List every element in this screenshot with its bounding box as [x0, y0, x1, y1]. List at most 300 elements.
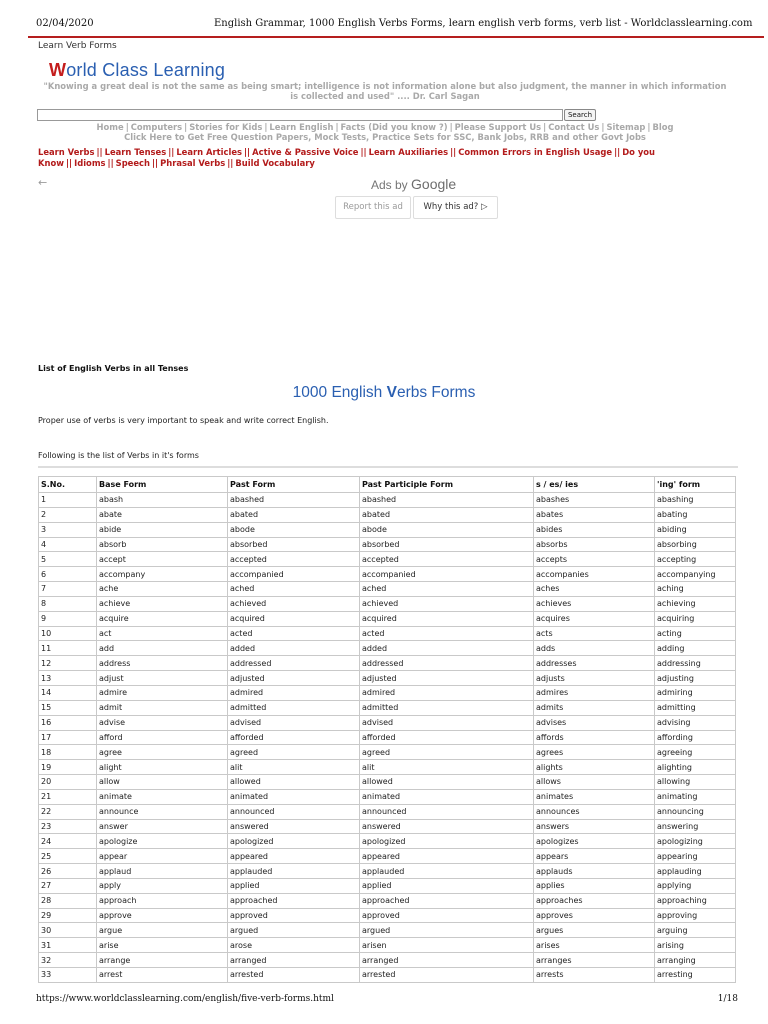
table-cell: accompanied — [228, 567, 360, 582]
table-row — [39, 522, 736, 537]
table-cell: answered — [228, 819, 360, 834]
table-cell: acquire — [97, 611, 228, 626]
table-cell: arose — [228, 938, 360, 953]
table-cell: abiding — [655, 522, 736, 537]
back-arrow-icon[interactable]: ← — [38, 176, 48, 189]
table-cell: agreeing — [655, 745, 736, 760]
table-cell: accepting — [655, 552, 736, 567]
table-cell: allows — [534, 775, 655, 790]
table-row — [39, 804, 736, 819]
table-cell: absorbs — [534, 537, 655, 552]
top-nav-link-5[interactable]: Please Support Us — [454, 122, 542, 132]
table-cell: acted — [228, 626, 360, 641]
table-cell: applied — [360, 878, 534, 893]
table-cell: appeared — [228, 849, 360, 864]
table-cell: addresses — [534, 656, 655, 671]
table-cell: applying — [655, 878, 736, 893]
table-row — [39, 641, 736, 656]
table-cell: answers — [534, 819, 655, 834]
page-title — [0, 384, 768, 402]
table-cell: applies — [534, 878, 655, 893]
lesson-nav-link-4[interactable]: Learn Auxiliaries — [368, 147, 449, 157]
logo-initial: W — [49, 60, 67, 80]
table-cell: admits — [534, 700, 655, 715]
table-cell: afforded — [228, 730, 360, 745]
table-cell: apologizing — [655, 834, 736, 849]
table-cell: achieve — [97, 596, 228, 611]
table-cell: apologize — [97, 834, 228, 849]
table-cell: accept — [97, 552, 228, 567]
table-cell: 17 — [39, 730, 97, 745]
lesson-nav-link-6[interactable]: Do you Know — [38, 147, 656, 168]
table-cell: arise — [97, 938, 228, 953]
table-row — [39, 715, 736, 730]
table-cell: added — [360, 641, 534, 656]
table-row — [39, 537, 736, 552]
table-cell: admiring — [655, 685, 736, 700]
column-header: Past Participle Form — [360, 477, 534, 493]
table-cell: adjusted — [360, 671, 534, 686]
intro-text: Proper use of verbs is very important to speak and write correct English. — [38, 416, 329, 425]
table-cell: absorbed — [228, 537, 360, 552]
site-logo[interactable] — [49, 60, 225, 81]
table-cell: argue — [97, 923, 228, 938]
table-cell: approved — [228, 908, 360, 923]
table-cell: acting — [655, 626, 736, 641]
table-cell: apply — [97, 878, 228, 893]
table-cell: 28 — [39, 893, 97, 908]
table-cell: 18 — [39, 745, 97, 760]
table-row — [39, 938, 736, 953]
table-row — [39, 656, 736, 671]
table-cell: applauded — [360, 864, 534, 879]
nav-separator: | — [647, 122, 651, 132]
table-cell: argues — [534, 923, 655, 938]
table-cell: adjust — [97, 671, 228, 686]
table-cell: arranging — [655, 953, 736, 968]
table-cell: 22 — [39, 804, 97, 819]
lesson-nav-link-10[interactable]: Build Vocabulary — [235, 158, 315, 168]
table-cell: 8 — [39, 596, 97, 611]
why-this-ad-button[interactable]: Why this ad? ▷ — [413, 196, 498, 219]
table-cell: apologized — [360, 834, 534, 849]
lesson-nav-link-3[interactable]: Active & Passive Voice — [252, 147, 359, 157]
table-header-row — [39, 477, 736, 493]
table-cell: 6 — [39, 567, 97, 582]
table-cell: answering — [655, 819, 736, 834]
nav-separator: || — [96, 147, 103, 157]
table-cell: announced — [228, 804, 360, 819]
table-cell: approves — [534, 908, 655, 923]
table-cell: agrees — [534, 745, 655, 760]
lesson-nav-link-0[interactable]: Learn Verbs — [38, 147, 95, 157]
table-cell: 15 — [39, 700, 97, 715]
table-cell: accompanied — [360, 567, 534, 582]
table-cell: absorb — [97, 537, 228, 552]
table-cell: answered — [360, 819, 534, 834]
table-cell: accepted — [360, 552, 534, 567]
table-cell: alight — [97, 760, 228, 775]
table-cell: achieves — [534, 596, 655, 611]
top-nav-link-6[interactable]: Contact Us — [548, 122, 600, 132]
section-title: List of English Verbs in all Tenses — [38, 364, 189, 373]
table-row — [39, 849, 736, 864]
table-cell: act — [97, 626, 228, 641]
table-cell: allowed — [360, 775, 534, 790]
table-cell: accompanying — [655, 567, 736, 582]
print-url: https://www.worldclasslearning.com/english/five-verb-forms.html — [36, 994, 334, 1004]
table-cell: achieving — [655, 596, 736, 611]
table-cell: achieved — [228, 596, 360, 611]
table-cell: address — [97, 656, 228, 671]
nav-separator: | — [264, 122, 268, 132]
table-row — [39, 611, 736, 626]
table-cell: addressing — [655, 656, 736, 671]
table-row — [39, 789, 736, 804]
table-cell: 30 — [39, 923, 97, 938]
column-header: 'ing' form — [655, 477, 736, 493]
table-cell: 14 — [39, 685, 97, 700]
table-cell: afforded — [360, 730, 534, 745]
table-cell: agreed — [228, 745, 360, 760]
nav-separator: | — [449, 122, 453, 132]
table-cell: applauding — [655, 864, 736, 879]
table-row — [39, 507, 736, 522]
top-nav-link-8[interactable]: Blog — [652, 122, 674, 132]
table-cell: admired — [228, 685, 360, 700]
table-row — [39, 582, 736, 597]
nav-separator: || — [168, 147, 175, 157]
search-bar — [37, 109, 597, 121]
table-cell: accompany — [97, 567, 228, 582]
table-cell: arrests — [534, 968, 655, 983]
table-cell: applauded — [228, 864, 360, 879]
table-cell: acted — [360, 626, 534, 641]
table-cell: argued — [228, 923, 360, 938]
verb-forms-table — [38, 476, 736, 983]
table-cell: apologizes — [534, 834, 655, 849]
table-cell: adjusts — [534, 671, 655, 686]
table-cell: animate — [97, 789, 228, 804]
column-header: Base Form — [97, 477, 228, 493]
list-intro-text: Following is the list of Verbs in it's forms — [38, 451, 199, 460]
top-nav-link-4[interactable]: Facts (Did you know ?) — [340, 122, 448, 132]
table-cell: 27 — [39, 878, 97, 893]
table-cell: accepts — [534, 552, 655, 567]
table-cell: abate — [97, 507, 228, 522]
lesson-navigation — [38, 147, 738, 169]
breadcrumb[interactable]: Learn Verb Forms — [38, 41, 117, 51]
table-cell: approve — [97, 908, 228, 923]
table-cell: abashed — [228, 493, 360, 508]
print-header — [0, 14, 768, 36]
table-cell: 29 — [39, 908, 97, 923]
print-date: 02/04/2020 — [36, 18, 94, 29]
nav-separator: || — [151, 158, 159, 168]
table-cell: abashed — [360, 493, 534, 508]
table-row — [39, 671, 736, 686]
table-cell: announcing — [655, 804, 736, 819]
table-cell: 21 — [39, 789, 97, 804]
table-cell: abode — [228, 522, 360, 537]
table-cell: apologized — [228, 834, 360, 849]
search-button[interactable]: Search — [564, 109, 596, 121]
table-cell: 33 — [39, 968, 97, 983]
table-cell: alit — [228, 760, 360, 775]
nav-separator: || — [107, 158, 114, 168]
table-cell: approving — [655, 908, 736, 923]
lesson-nav-link-2[interactable]: Learn Articles — [176, 147, 242, 157]
table-cell: admired — [360, 685, 534, 700]
table-row — [39, 596, 736, 611]
table-cell: affording — [655, 730, 736, 745]
table-cell: appeared — [360, 849, 534, 864]
nav-separator: | — [184, 122, 188, 132]
table-cell: admitting — [655, 700, 736, 715]
table-row — [39, 685, 736, 700]
column-header: s / es/ ies — [534, 477, 655, 493]
table-row — [39, 893, 736, 908]
table-cell: accompanies — [534, 567, 655, 582]
ads-by-label: Ads by — [371, 178, 408, 192]
table-cell: appear — [97, 849, 228, 864]
nav-separator: || — [614, 147, 621, 157]
table-cell: admires — [534, 685, 655, 700]
table-cell: affords — [534, 730, 655, 745]
table-cell: 11 — [39, 641, 97, 656]
nav-separator: | — [543, 122, 547, 132]
table-cell: 7 — [39, 582, 97, 597]
page-number: 1/18 — [717, 994, 738, 1004]
google-logo: Google — [411, 176, 457, 192]
verb-forms-table-container — [38, 466, 738, 983]
table-cell: arrested — [360, 968, 534, 983]
table-cell: abash — [97, 493, 228, 508]
table-cell: approached — [228, 893, 360, 908]
table-cell: arrested — [228, 968, 360, 983]
table-cell: abode — [360, 522, 534, 537]
table-row — [39, 730, 736, 745]
search-input[interactable] — [37, 109, 563, 121]
nav-separator: | — [335, 122, 339, 132]
table-cell: adds — [534, 641, 655, 656]
table-cell: afford — [97, 730, 228, 745]
table-cell: acquired — [228, 611, 360, 626]
table-cell: argued — [360, 923, 534, 938]
table-row — [39, 552, 736, 567]
table-cell: announce — [97, 804, 228, 819]
table-top-rule — [38, 466, 738, 468]
table-cell: animated — [360, 789, 534, 804]
table-cell: appears — [534, 849, 655, 864]
table-cell: allow — [97, 775, 228, 790]
table-cell: acquired — [360, 611, 534, 626]
table-cell: appearing — [655, 849, 736, 864]
table-cell: applaud — [97, 864, 228, 879]
nav-separator: || — [65, 158, 73, 168]
table-cell: applauds — [534, 864, 655, 879]
table-cell: acquiring — [655, 611, 736, 626]
table-cell: abides — [534, 522, 655, 537]
column-header: Past Form — [228, 477, 360, 493]
table-cell: abide — [97, 522, 228, 537]
table-cell: 31 — [39, 938, 97, 953]
table-row — [39, 745, 736, 760]
table-cell: 16 — [39, 715, 97, 730]
table-cell: arisen — [360, 938, 534, 953]
site-quote: "Knowing a great deal is not the same as being smart; intelligence is not information alone but also judgment, the manner in which information is collected and used" .... Dr. Carl Sagan — [43, 81, 727, 101]
table-cell: 23 — [39, 819, 97, 834]
top-nav-links — [40, 122, 730, 132]
nav-separator: || — [227, 158, 234, 168]
report-ad-button[interactable]: Report this ad — [335, 196, 411, 219]
print-page-title: English Grammar, 1000 English Verbs Forms, learn english verb forms, verb list - Worldclasslearning.com — [214, 18, 753, 29]
table-cell: abated — [228, 507, 360, 522]
table-cell: 10 — [39, 626, 97, 641]
table-cell: 26 — [39, 864, 97, 879]
table-cell: abashes — [534, 493, 655, 508]
table-cell: arising — [655, 938, 736, 953]
table-cell: announces — [534, 804, 655, 819]
table-cell: arrange — [97, 953, 228, 968]
lesson-nav-link-9[interactable]: Phrasal Verbs — [160, 158, 226, 168]
table-cell: approached — [360, 893, 534, 908]
table-cell: 12 — [39, 656, 97, 671]
table-cell: arresting — [655, 968, 736, 983]
nav-separator: || — [360, 147, 367, 157]
table-cell: arrest — [97, 968, 228, 983]
table-cell: approaching — [655, 893, 736, 908]
table-cell: adding — [655, 641, 736, 656]
table-cell: absorbing — [655, 537, 736, 552]
table-cell: 19 — [39, 760, 97, 775]
table-cell: ached — [360, 582, 534, 597]
table-cell: 24 — [39, 834, 97, 849]
table-cell: animates — [534, 789, 655, 804]
table-cell: animating — [655, 789, 736, 804]
table-cell: abating — [655, 507, 736, 522]
table-cell: alighting — [655, 760, 736, 775]
table-row — [39, 819, 736, 834]
table-cell: approved — [360, 908, 534, 923]
table-row — [39, 908, 736, 923]
table-cell: approach — [97, 893, 228, 908]
table-cell: adjusting — [655, 671, 736, 686]
table-cell: alights — [534, 760, 655, 775]
table-cell: addressed — [228, 656, 360, 671]
nav-separator: | — [601, 122, 605, 132]
table-cell: abated — [360, 507, 534, 522]
table-cell: add — [97, 641, 228, 656]
table-cell: 1 — [39, 493, 97, 508]
ads-by-google — [371, 176, 456, 192]
table-cell: accepted — [228, 552, 360, 567]
table-row — [39, 567, 736, 582]
top-navigation — [40, 122, 730, 142]
top-nav-link-3[interactable]: Learn English — [269, 122, 334, 132]
table-cell: 13 — [39, 671, 97, 686]
table-cell: arises — [534, 938, 655, 953]
table-cell: allowed — [228, 775, 360, 790]
logo-text: orld Class Learning — [66, 60, 226, 80]
title-part: 1000 English — [292, 384, 387, 401]
nav-separator: || — [244, 147, 251, 157]
table-cell: approaches — [534, 893, 655, 908]
top-nav-link-2[interactable]: Stories for Kids — [189, 122, 263, 132]
table-row — [39, 760, 736, 775]
table-cell: animated — [228, 789, 360, 804]
table-cell: alit — [360, 760, 534, 775]
free-papers-link[interactable]: Click Here to Get Free Question Papers, Mock Tests, Practice Sets for SSC, Bank Jobs, RRB and other Govt Jobs — [124, 132, 646, 142]
table-cell: added — [228, 641, 360, 656]
table-row — [39, 700, 736, 715]
table-cell: arranged — [360, 953, 534, 968]
lesson-nav-link-7[interactable]: Idioms — [74, 158, 106, 168]
table-cell: 20 — [39, 775, 97, 790]
table-cell: acts — [534, 626, 655, 641]
table-cell: answer — [97, 819, 228, 834]
table-cell: advising — [655, 715, 736, 730]
table-row — [39, 775, 736, 790]
nav-separator: | — [125, 122, 129, 132]
top-nav-link-0[interactable]: Home — [96, 122, 124, 132]
table-cell: admitted — [228, 700, 360, 715]
table-cell: ached — [228, 582, 360, 597]
table-cell: aches — [534, 582, 655, 597]
lesson-nav-link-5[interactable]: Common Errors in English Usage — [458, 147, 613, 157]
table-cell: 4 — [39, 537, 97, 552]
table-cell: 5 — [39, 552, 97, 567]
column-header: S.No. — [39, 477, 97, 493]
table-cell: arranged — [228, 953, 360, 968]
table-cell: admire — [97, 685, 228, 700]
table-cell: abates — [534, 507, 655, 522]
table-cell: 9 — [39, 611, 97, 626]
table-cell: agree — [97, 745, 228, 760]
table-row — [39, 968, 736, 983]
table-cell: abashing — [655, 493, 736, 508]
table-cell: aching — [655, 582, 736, 597]
table-cell: advised — [360, 715, 534, 730]
table-cell: 3 — [39, 522, 97, 537]
table-cell: addressed — [360, 656, 534, 671]
top-nav-link-7[interactable]: Sitemap — [606, 122, 646, 132]
table-cell: advise — [97, 715, 228, 730]
nav-separator: || — [450, 147, 457, 157]
table-cell: 25 — [39, 849, 97, 864]
table-row — [39, 953, 736, 968]
lesson-nav-link-8[interactable]: Speech — [115, 158, 150, 168]
table-cell: 2 — [39, 507, 97, 522]
table-row — [39, 493, 736, 508]
table-row — [39, 864, 736, 879]
top-nav-link-1[interactable]: Computers — [130, 122, 183, 132]
table-cell: adjusted — [228, 671, 360, 686]
table-cell: applied — [228, 878, 360, 893]
table-row — [39, 626, 736, 641]
table-cell: acquires — [534, 611, 655, 626]
table-row — [39, 923, 736, 938]
lesson-nav-link-1[interactable]: Learn Tenses — [104, 147, 167, 157]
header-divider — [28, 36, 764, 38]
print-footer — [0, 992, 768, 1014]
table-cell: arguing — [655, 923, 736, 938]
title-initial: V — [386, 384, 397, 401]
table-cell: allowing — [655, 775, 736, 790]
table-cell: 32 — [39, 953, 97, 968]
table-cell: achieved — [360, 596, 534, 611]
table-row — [39, 834, 736, 849]
